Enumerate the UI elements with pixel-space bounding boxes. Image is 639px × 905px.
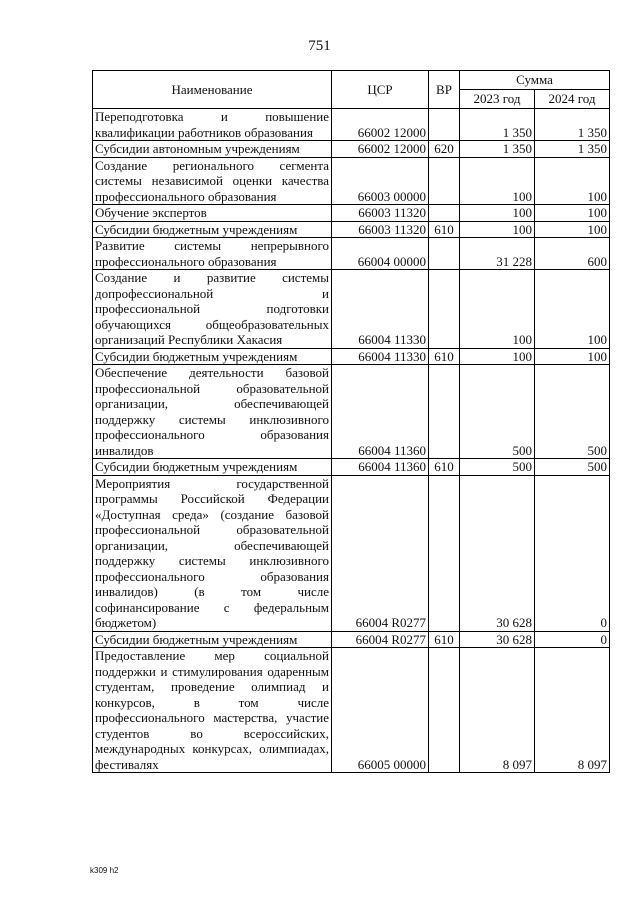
row-sum-2024: 100 xyxy=(535,205,610,222)
table-row xyxy=(93,141,610,158)
row-name: Субсидии автономным учреждениям xyxy=(93,141,332,158)
row-sum-2024: 100 xyxy=(535,270,610,349)
row-vr: 610 xyxy=(429,348,460,365)
row-csr: 66003 00000 xyxy=(332,157,429,205)
row-name: Переподготовка и повышение квалификации работников образования xyxy=(93,109,332,141)
row-sum-2023: 500 xyxy=(460,459,535,476)
row-vr xyxy=(429,205,460,222)
table-row xyxy=(93,348,610,365)
row-name: Обеспечение деятельности базовой профессиональной образовательной организации, обеспечивающей поддержку системы инклюзивного профессионального образования инвалидов xyxy=(93,365,332,459)
row-name: Субсидии бюджетным учреждениям xyxy=(93,221,332,238)
row-csr: 66002 12000 xyxy=(332,109,429,141)
row-vr: 620 xyxy=(429,141,460,158)
row-vr xyxy=(429,109,460,141)
row-vr: 610 xyxy=(429,459,460,476)
header-csr: ЦСР xyxy=(332,71,429,109)
row-csr: 66004 R0277 xyxy=(332,631,429,648)
row-sum-2023: 500 xyxy=(460,365,535,459)
header-name: Наименование xyxy=(93,71,332,109)
row-name: Субсидии бюджетным учреждениям xyxy=(93,631,332,648)
row-sum-2024: 0 xyxy=(535,631,610,648)
table-row xyxy=(93,157,610,205)
table-row xyxy=(93,205,610,222)
row-sum-2024: 0 xyxy=(535,475,610,631)
row-sum-2024: 100 xyxy=(535,157,610,205)
row-sum-2023: 8 097 xyxy=(460,648,535,773)
row-name: Мероприятия государственной программы Российской Федерации «Доступная среда» (создание базовой профессиональной образовательной организации, обеспечивающей поддержку системы инклюзивного профессионального образования инвалидов) (в том числе софинансирование с федеральным бюджетом) xyxy=(93,475,332,631)
row-name: Предоставление мер социальной поддержки и стимулирования одаренным студентам, проведение олимпиад и конкурсов, в том числе профессионального мастерства, участие студентов во всероссийских, международных конкурсах, олимпиадах, фестивалях xyxy=(93,648,332,773)
row-vr xyxy=(429,157,460,205)
table-row xyxy=(93,459,610,476)
page-number: 751 xyxy=(308,38,331,54)
header-vr: ВР xyxy=(429,71,460,109)
row-name: Создание регионального сегмента системы независимой оценки качества профессионального образования xyxy=(93,157,332,205)
row-sum-2023: 100 xyxy=(460,348,535,365)
row-name: Субсидии бюджетным учреждениям xyxy=(93,459,332,476)
table-row xyxy=(93,221,610,238)
header-year-2023: 2023 год xyxy=(460,90,535,109)
budget-table xyxy=(92,70,610,773)
row-csr: 66004 11360 xyxy=(332,459,429,476)
row-csr: 66003 11320 xyxy=(332,221,429,238)
row-vr xyxy=(429,648,460,773)
row-sum-2023: 30 628 xyxy=(460,631,535,648)
row-vr: 610 xyxy=(429,221,460,238)
header-row xyxy=(93,71,610,90)
row-sum-2023: 100 xyxy=(460,205,535,222)
row-vr xyxy=(429,475,460,631)
row-vr xyxy=(429,270,460,349)
table-row xyxy=(93,365,610,459)
row-sum-2023: 1 350 xyxy=(460,109,535,141)
row-sum-2023: 100 xyxy=(460,157,535,205)
table-row xyxy=(93,270,610,349)
row-name: Создание и развитие системы допрофессиональной и профессиональной подготовки обучающихся общеобразовательных организаций Республики Хакасия xyxy=(93,270,332,349)
row-sum-2023: 100 xyxy=(460,270,535,349)
footer-code: k309 h2 xyxy=(90,866,119,875)
table-row xyxy=(93,475,610,631)
row-name: Развитие системы непрерывного профессионального образования xyxy=(93,238,332,270)
header-year-2024: 2024 год xyxy=(535,90,610,109)
table-row xyxy=(93,109,610,141)
row-sum-2024: 8 097 xyxy=(535,648,610,773)
row-name: Субсидии бюджетным учреждениям xyxy=(93,348,332,365)
row-sum-2024: 1 350 xyxy=(535,141,610,158)
row-sum-2024: 500 xyxy=(535,459,610,476)
table-row xyxy=(93,648,610,773)
row-vr xyxy=(429,238,460,270)
row-sum-2024: 1 350 xyxy=(535,109,610,141)
row-csr: 66003 11320 xyxy=(332,205,429,222)
row-csr: 66004 11360 xyxy=(332,365,429,459)
row-sum-2023: 1 350 xyxy=(460,141,535,158)
row-csr: 66002 12000 xyxy=(332,141,429,158)
row-csr: 66004 11330 xyxy=(332,348,429,365)
row-sum-2024: 600 xyxy=(535,238,610,270)
row-sum-2023: 100 xyxy=(460,221,535,238)
row-vr: 610 xyxy=(429,631,460,648)
row-csr: 66004 00000 xyxy=(332,238,429,270)
header-sum: Сумма xyxy=(460,71,610,90)
row-vr xyxy=(429,365,460,459)
table-row xyxy=(93,631,610,648)
row-sum-2024: 100 xyxy=(535,348,610,365)
table-row xyxy=(93,238,610,270)
row-sum-2023: 31 228 xyxy=(460,238,535,270)
row-sum-2024: 100 xyxy=(535,221,610,238)
row-csr: 66005 00000 xyxy=(332,648,429,773)
row-csr: 66004 R0277 xyxy=(332,475,429,631)
row-csr: 66004 11330 xyxy=(332,270,429,349)
row-sum-2024: 500 xyxy=(535,365,610,459)
row-sum-2023: 30 628 xyxy=(460,475,535,631)
row-name: Обучение экспертов xyxy=(93,205,332,222)
